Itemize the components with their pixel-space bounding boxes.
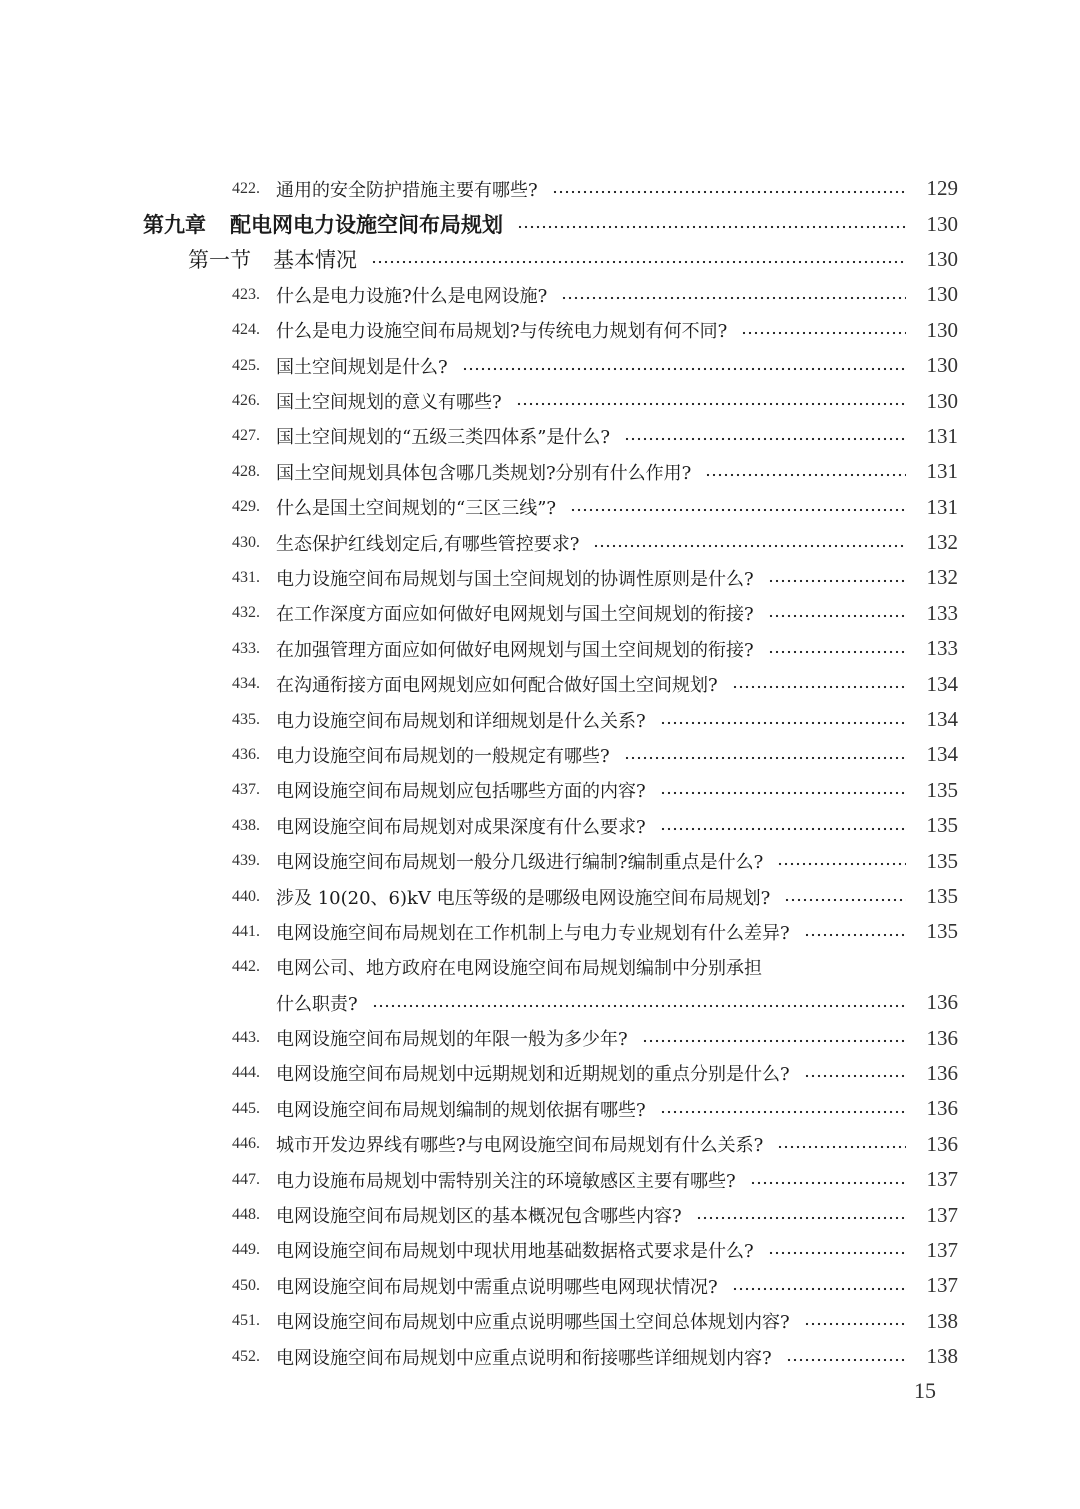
entry-title: 涉及 10(20、6)kV 电压等级的是哪级电网设施空间布局规划? xyxy=(276,887,771,909)
page-number: 15 xyxy=(914,1378,936,1403)
entry-title: 电网设施空间布局规划的年限一般为多少年? xyxy=(276,1029,628,1051)
dot-leader xyxy=(624,756,906,760)
dot-leader xyxy=(784,898,906,902)
entry-page-number: 132 xyxy=(926,565,958,590)
dot-leader xyxy=(786,1358,906,1362)
entry-number: 424. xyxy=(232,321,260,339)
entry-title: 电网设施空间布局规划中需重点说明哪些电网现状情况? xyxy=(276,1276,718,1298)
entry-page-number: 138 xyxy=(926,1344,958,1369)
entry-title: 什么是电力设施空间布局规划?与传统电力规划有何不同? xyxy=(276,321,728,343)
entry-page-number: 135 xyxy=(926,813,958,838)
dot-leader xyxy=(732,685,906,689)
dot-leader xyxy=(750,1181,906,1185)
entry-title: 电网设施空间布局规划应包括哪些方面的内容? xyxy=(276,781,646,803)
entry-number: 426. xyxy=(232,392,260,410)
entry-page-number: 133 xyxy=(926,636,958,661)
toc-entry[interactable] xyxy=(0,596,1080,631)
dot-leader xyxy=(462,367,906,371)
dot-leader xyxy=(768,579,906,583)
toc-entry[interactable] xyxy=(0,348,1080,383)
toc-entry[interactable] xyxy=(0,560,1080,595)
entry-title: 基本情况 xyxy=(273,248,357,273)
entry-page-number: 134 xyxy=(926,671,958,696)
dot-leader xyxy=(768,614,906,618)
dot-leader xyxy=(561,296,906,300)
entry-page-number: 135 xyxy=(926,848,958,873)
entry-page-number: 132 xyxy=(926,530,958,555)
entry-number: 423. xyxy=(232,285,260,303)
entry-page-number: 131 xyxy=(926,459,958,484)
entry-page-number: 130 xyxy=(926,317,958,342)
entry-page-number: 137 xyxy=(926,1167,958,1192)
dot-leader xyxy=(768,1251,906,1255)
entry-title: 电网设施空间布局规划中应重点说明和衔接哪些详细规划内容? xyxy=(276,1347,772,1369)
entry-title: 城市开发边界线有哪些?与电网设施空间布局规划有什么关系? xyxy=(276,1135,764,1157)
entry-page-number: 130 xyxy=(926,211,958,236)
toc-entry[interactable] xyxy=(0,313,1080,348)
entry-number: 449. xyxy=(232,1241,260,1259)
entry-number: 438. xyxy=(232,816,260,834)
entry-number: 425. xyxy=(232,356,260,374)
entry-title: 什么职责? xyxy=(276,993,358,1015)
entry-page-number: 134 xyxy=(926,707,958,732)
entry-number: 437. xyxy=(232,781,260,799)
entry-page-number: 135 xyxy=(926,777,958,802)
dot-leader xyxy=(570,508,906,512)
toc-chapter[interactable] xyxy=(0,206,1080,241)
entry-number: 432. xyxy=(232,604,260,622)
toc-entry[interactable] xyxy=(0,383,1080,418)
entry-title: 在工作深度方面应如何做好电网规划与国土空间规划的衔接? xyxy=(276,604,754,626)
entry-page-number: 135 xyxy=(926,919,958,944)
entry-page-number: 137 xyxy=(926,1202,958,1227)
entry-page-number: 130 xyxy=(926,388,958,413)
entry-title: 电力设施空间布局规划和详细规划是什么关系? xyxy=(276,710,646,732)
entry-number: 445. xyxy=(232,1099,260,1117)
dot-leader xyxy=(804,933,906,937)
toc-entry[interactable] xyxy=(0,171,1080,206)
dot-leader xyxy=(552,190,906,194)
toc-entry[interactable] xyxy=(0,1339,1080,1374)
dot-leader xyxy=(660,721,906,725)
toc-entry[interactable] xyxy=(0,737,1080,772)
entry-number: 433. xyxy=(232,639,260,657)
toc-entry[interactable] xyxy=(0,702,1080,737)
entry-title: 电网设施空间布局规划中应重点说明哪些国土空间总体规划内容? xyxy=(276,1312,790,1334)
entry-page-number: 134 xyxy=(926,742,958,767)
entry-title: 国土空间规划的“五级三类四体系”是什么? xyxy=(276,427,611,449)
entry-page-number: 136 xyxy=(926,1131,958,1156)
entry-number: 436. xyxy=(232,745,260,763)
entry-title: 电网设施空间布局规划对成果深度有什么要求? xyxy=(276,816,646,838)
entry-number: 434. xyxy=(232,675,260,693)
dot-leader xyxy=(660,827,906,831)
dot-leader xyxy=(777,1145,906,1149)
entry-page-number: 130 xyxy=(926,282,958,307)
toc-entry[interactable] xyxy=(0,525,1080,560)
entry-page-number: 131 xyxy=(926,494,958,519)
toc-entry[interactable] xyxy=(0,1091,1080,1126)
entry-number: 451. xyxy=(232,1312,260,1330)
toc-entry[interactable] xyxy=(0,985,1080,1020)
dot-leader xyxy=(372,1004,906,1008)
dot-leader xyxy=(768,650,906,654)
entry-title: 电网设施空间布局规划在工作机制上与电力专业规划有什么差异? xyxy=(276,922,790,944)
toc-entry[interactable] xyxy=(0,1304,1080,1339)
entry-page-number: 137 xyxy=(926,1273,958,1298)
toc-entry[interactable] xyxy=(0,843,1080,878)
dot-leader xyxy=(660,791,906,795)
heading-label: 第一节 xyxy=(188,248,251,273)
entry-number: 442. xyxy=(232,958,260,976)
entry-title: 电网公司、地方政府在电网设施空间布局规划编制中分别承担 xyxy=(276,958,762,980)
entry-number: 448. xyxy=(232,1206,260,1224)
dot-leader xyxy=(804,1074,906,1078)
toc-entry[interactable] xyxy=(0,773,1080,808)
entry-number: 427. xyxy=(232,427,260,445)
entry-title: 通用的安全防护措施主要有哪些? xyxy=(276,179,538,201)
toc-entry[interactable] xyxy=(0,879,1080,914)
entry-number: 435. xyxy=(232,710,260,728)
entry-title: 国土空间规划的意义有哪些? xyxy=(276,392,502,414)
entry-page-number: 136 xyxy=(926,990,958,1015)
toc-entry[interactable] xyxy=(0,454,1080,489)
entry-page-number: 133 xyxy=(926,600,958,625)
toc-entry[interactable] xyxy=(0,1268,1080,1303)
toc-section[interactable] xyxy=(0,242,1080,277)
toc-entry[interactable] xyxy=(0,631,1080,666)
entry-number: 440. xyxy=(232,887,260,905)
entry-title: 国土空间规划是什么? xyxy=(276,356,448,378)
entry-title: 什么是电力设施?什么是电网设施? xyxy=(276,285,548,307)
toc-entry[interactable] xyxy=(0,1020,1080,1055)
entry-title: 电力设施空间布局规划的一般规定有哪些? xyxy=(276,745,610,767)
entry-title: 电力设施空间布局规划与国土空间规划的协调性原则是什么? xyxy=(276,568,754,590)
entry-number: 428. xyxy=(232,462,260,480)
toc-entry[interactable] xyxy=(0,666,1080,701)
entry-title: 国土空间规划具体包含哪几类规划?分别有什么作用? xyxy=(276,462,692,484)
dot-leader xyxy=(777,862,906,866)
entry-page-number: 137 xyxy=(926,1237,958,1262)
toc-entry[interactable] xyxy=(0,490,1080,525)
entry-title: 在沟通衔接方面电网规划应如何配合做好国土空间规划? xyxy=(276,675,718,697)
dot-leader xyxy=(660,1110,906,1114)
heading-label: 第九章 xyxy=(143,213,206,238)
entry-number: 430. xyxy=(232,533,260,551)
entry-number: 452. xyxy=(232,1347,260,1365)
entry-page-number: 135 xyxy=(926,884,958,908)
entry-page-number: 131 xyxy=(926,423,958,448)
entry-title: 电力设施布局规划中需特别关注的环境敏感区主要有哪些? xyxy=(276,1170,736,1192)
entry-title: 电网设施空间布局规划中远期规划和近期规划的重点分别是什么? xyxy=(276,1064,790,1086)
entry-title: 电网设施空间布局规划区的基本概况包含哪些内容? xyxy=(276,1206,682,1228)
entry-title: 在加强管理方面应如何做好电网规划与国土空间规划的衔接? xyxy=(276,639,754,661)
entry-number: 444. xyxy=(232,1064,260,1082)
toc-entry[interactable] xyxy=(0,1233,1080,1268)
dot-leader xyxy=(624,437,906,441)
dot-leader xyxy=(741,331,906,335)
entry-page-number: 130 xyxy=(926,246,958,271)
dot-leader xyxy=(705,473,906,477)
entry-page-number: 136 xyxy=(926,1025,958,1050)
toc-entry[interactable] xyxy=(0,277,1080,312)
table-of-contents xyxy=(0,171,1080,1374)
entry-number: 439. xyxy=(232,852,260,870)
entry-number: 429. xyxy=(232,498,260,516)
entry-title: 配电网电力设施空间布局规划 xyxy=(230,213,503,238)
entry-number: 447. xyxy=(232,1170,260,1188)
entry-page-number: 136 xyxy=(926,1060,958,1085)
toc-entry[interactable] xyxy=(0,1162,1080,1197)
entry-title: 电网设施空间布局规划编制的规划依据有哪些? xyxy=(276,1099,646,1121)
dot-leader xyxy=(371,260,906,264)
toc-entry[interactable] xyxy=(0,914,1080,949)
toc-entry[interactable] xyxy=(0,1127,1080,1162)
entry-number: 422. xyxy=(232,179,260,197)
dot-leader xyxy=(642,1039,906,1043)
toc-entry[interactable] xyxy=(0,419,1080,454)
toc-entry[interactable] xyxy=(0,1056,1080,1091)
entry-title: 什么是国土空间规划的“三区三线”? xyxy=(276,498,557,520)
dot-leader xyxy=(516,402,906,406)
entry-page-number: 129 xyxy=(926,176,958,201)
entry-page-number: 130 xyxy=(926,353,958,378)
entry-number: 441. xyxy=(232,922,260,940)
entry-number: 450. xyxy=(232,1276,260,1294)
entry-number: 443. xyxy=(232,1029,260,1047)
entry-number: 446. xyxy=(232,1135,260,1153)
entry-title: 电网设施空间布局规划一般分几级进行编制?编制重点是什么? xyxy=(276,852,764,874)
dot-leader xyxy=(696,1216,906,1220)
toc-entry[interactable] xyxy=(0,808,1080,843)
dot-leader xyxy=(517,225,906,229)
entry-page-number: 138 xyxy=(926,1308,958,1333)
entry-title: 生态保护红线划定后,有哪些管控要求? xyxy=(276,533,580,555)
dot-leader xyxy=(593,544,906,548)
toc-entry[interactable] xyxy=(0,950,1080,985)
dot-leader xyxy=(732,1287,906,1291)
entry-number: 431. xyxy=(232,568,260,586)
toc-entry[interactable] xyxy=(0,1197,1080,1232)
dot-leader xyxy=(804,1322,906,1326)
entry-title: 电网设施空间布局规划中现状用地基础数据格式要求是什么? xyxy=(276,1241,754,1263)
entry-page-number: 136 xyxy=(926,1096,958,1121)
